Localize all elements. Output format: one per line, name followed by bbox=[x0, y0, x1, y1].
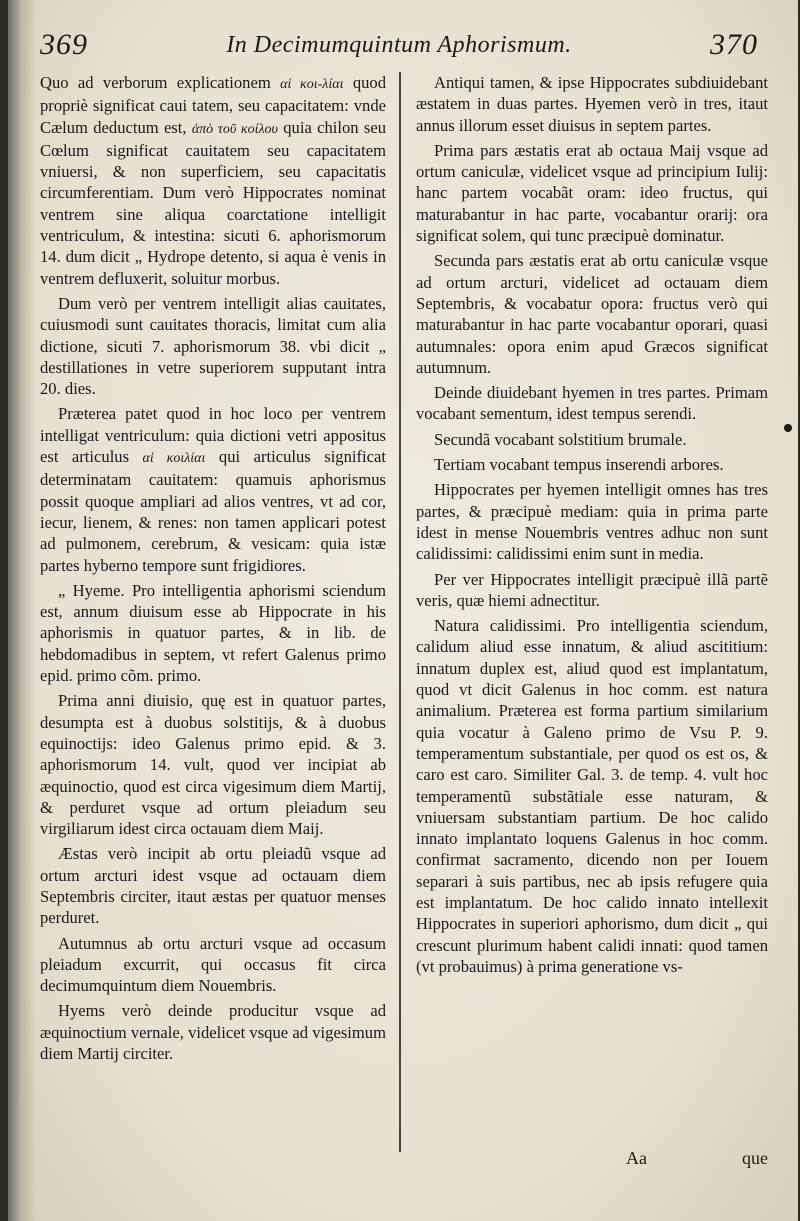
signature-mark: Aa bbox=[626, 1148, 647, 1168]
greek-word: αἱ κοιλίαι bbox=[142, 451, 206, 467]
right-paragraph: Secundã vocabant solstitium brumale. bbox=[434, 429, 687, 449]
left-page-number: 369 bbox=[40, 28, 88, 61]
right-paragraph: Deinde diuidebant hyemen in tres partes. Primam vocabant sementum, idest tempus serendi. bbox=[416, 383, 768, 424]
catchword: que bbox=[742, 1148, 768, 1168]
running-head: In Decimumquintum Aphorismum. bbox=[226, 32, 572, 58]
right-paragraph: Prima pars æstatis erat ab octaua Maij vsque ad ortum caniculæ, videlicet vsque ad principium Iulij: hanc partem vocabãt oram: ideo fructus, qui maturabantur in hac parte, vocabantur orarij: ora significat solem, qui tunc præcipuè dominatur. bbox=[416, 140, 768, 246]
left-paragraph: Prima anni diuisio, quę est in quatuor partes, desumpta est à duobus solstitijs, & à duobus equinoctijs: ideo Galenus primo epid. & 3. aphorismorum 14. vult, quod ver incipiat ab æquinoctio, quod est circa vigesimum diem Martij, & perduret vsque ad ortum pleiadum seu virgiliarum idest circa octauam diem Maij. bbox=[40, 691, 386, 839]
left-paragraph: „ Hyeme. Pro intelligentia aphorismi sciendum est, annum diuisum esse ab Hippocrate in his aphorismis in quatuor partes, & in lib. de hebdomadibus in septem, vt refert Galenus primo epid. primo cõm. primo. bbox=[40, 580, 386, 686]
binding-gutter-shadow bbox=[8, 0, 36, 1221]
page-footer bbox=[416, 1148, 768, 1178]
book-page bbox=[8, 0, 798, 1221]
right-paragraph: Per ver Hippocrates intelligit præcipuè illã partẽ veris, quæ hiemi adnectitur. bbox=[416, 569, 768, 610]
right-page-number: 370 bbox=[710, 28, 758, 61]
right-text-column bbox=[416, 72, 768, 981]
right-paragraph: Natura calidissimi. Pro intelligentia sciendum, calidum aliud esse innatum, & aliud ascititium: innatum duplex est, aliud quod est implantatum, quod vt dicit Galenus in hoc comm. est natura animalium. Præterea est forma partium similarium quia vocatur à Galeno primo de Vsu P. 9. temperamentum substantiale, per quod os est os, & caro est caro. Similiter Gal. 3. de temp. 4. vult hoc temperamentũ substãtiale esse naturam, & vniuersam substantiam partium. De hoc calido innato implantato loquens Galenus in hoc comm. confirmat sacramento, dicendo non per Iouem separari à suis partibus, nec ab ipsis refugere quia est implantatum. De hoc calido innato intellexit Hippocrates in superiori aphorismo, dum dicit „ qui crescunt plurimum habent calidi innati: quod tamen (vt probauimus) à prima generatione vs- bbox=[416, 616, 768, 976]
greek-word: αἱ κοι-λίαι bbox=[280, 77, 344, 92]
left-paragraph: Autumnus ab ortu arcturi vsque ad occasum pleiadum excurrit, qui occasus fit circa decimumquintum diem Nouembris. bbox=[40, 933, 386, 996]
left-paragraph: Quo ad verborum explicationem αἱ κοι-λίαι quod propriè significat caui tatem, seu capacitatem: vnde Cælum deductum est, ἀπὸ τοῦ κοίλου quia chilon seu Cœlum significat cauitatem seu capacitatem vniuersi, & non superficiem, seu capacitatis circumferentiam. Dum verò Hippocrates nominat ventrem sine aliqua coarctatione intelligit ventriculum, & intestina: sicuti 6. aphorismorum 14. dum dicit „ Hydrope detento, si aqua è venis in ventrem defluxerit, soluitur morbus. bbox=[40, 73, 387, 288]
left-paragraph: Æstas verò incipit ab ortu pleiadũ vsque ad ortum arcturi idest vsque ad octauam diem Septembris circiter, itaut æstas per quatuor menses perduret. bbox=[40, 844, 386, 928]
ink-speck bbox=[784, 424, 792, 432]
right-paragraph: Antiqui tamen, & ipse Hippocrates subdiuidebant æstatem in duas partes. Hyemen verò in tres, itaut annus illorum esset diuisus in septem partes. bbox=[416, 73, 768, 135]
left-paragraph: Dum verò per ventrem intelligit alias cauitates, cuiusmodi sunt cauitates thoracis, limitat cum alia dictione, sicuti 7. aphorismorum 38. vbi dicit „ destillationes in vetre superiorem supputant intra 20. dies. bbox=[40, 293, 386, 399]
left-paragraph: Hyems verò deinde producitur vsque ad æquinoctium vernale, videlicet vsque ad vigesimum diem Martij circiter. bbox=[40, 1001, 386, 1064]
right-paragraph: Tertiam vocabant tempus inserendi arbores. bbox=[434, 455, 724, 475]
greek-word: ἀπὸ τοῦ κοίλου bbox=[191, 121, 278, 137]
left-text-column bbox=[40, 72, 386, 1068]
right-paragraph: Secunda pars æstatis erat ab ortu caniculæ vsque ad ortum arcturi, videlicet ad octauam diem Septembris, & vocabatur opora: fructus verò qui maturabantur in hac parte vocabantur oporari, quasi autumnales: opora enim apud Græcos significat autumnum. bbox=[416, 251, 768, 377]
page-header bbox=[40, 28, 758, 68]
right-paragraph: Hippocrates per hyemen intelligit omnes has tres partes, & præcipuè mediam: quia in prima parte idest in mense Nouembris ventres adhuc non sunt calidissimi: calidissimi enim sunt in media. bbox=[416, 480, 768, 564]
left-paragraph: Præterea patet quod in hoc loco per ventrem intelligat ventriculum: quia dictioni vetri appositus est articulus αἱ κοιλίαι qui articulus significat determinatam cauitatem: quamuis aphorismus possit quoque ampliari ad alios ventres, vt ad cor, iecur, lienem, & renes: non tamen applicari potest ad pulmonem, cerebrum, & vesicam: quia istæ partes hyberno tempore sunt frigidiores. bbox=[40, 404, 386, 575]
column-divider-rule bbox=[399, 72, 401, 1152]
